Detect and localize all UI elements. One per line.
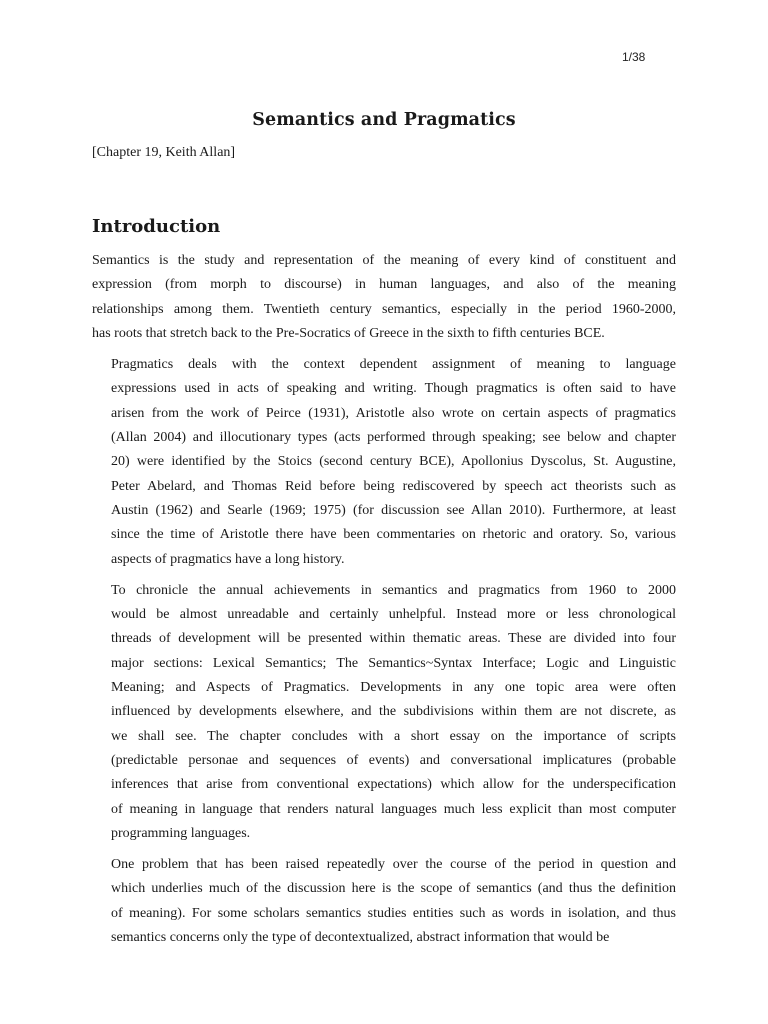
paragraph-line: relationships among them. Twentieth century semantics, especially in the period 1960-2000,	[92, 301, 676, 317]
paragraph-line: of meaning in language that renders natural languages much less explicit than most computer	[111, 801, 676, 817]
paragraph-line: which underlies much of the discussion here is the scope of semantics (and thus the definition	[111, 881, 676, 897]
paragraph-line: To chronicle the annual achievements in semantics and pragmatics from 1960 to 2000	[111, 582, 676, 598]
document-subtitle: [Chapter 19, Keith Allan]	[92, 145, 236, 160]
paragraph-line: (predictable personae and sequences of events) and conversational implicatures (probable	[111, 752, 676, 768]
paragraph-line: influenced by developments elsewhere, and the subdivisions within them are not discrete, as	[111, 704, 676, 720]
document-title: Semantics and Pragmatics	[252, 110, 516, 130]
paragraph	[92, 353, 676, 572]
paragraph-line: expression (from morph to discourse) in human languages, and also of the meaning	[92, 277, 676, 293]
paragraph-line: aspects of pragmatics have a long history.	[111, 551, 345, 567]
paragraph-line: we shall see. The chapter concludes with a short essay on the importance of scripts	[111, 728, 676, 744]
paragraph-line: Austin (1962) and Searle (1969; 1975) (for discussion see Allan 2010). Furthermore, at least	[111, 502, 676, 518]
paragraph-line: 20) were identified by the Stoics (second century BCE), Apollonius Dyscolus, St. Augustine,	[111, 454, 676, 470]
paragraph-line: Peter Abelard, and Thomas Reid before being rediscovered by speech act theorists such as	[111, 478, 676, 494]
paragraph-line: semantics concerns only the type of decontextualized, abstract information that would be	[111, 930, 610, 946]
paragraph-line: Meaning; and Aspects of Pragmatics. Developments in any one topic area were often	[111, 680, 676, 696]
paragraph-line: has roots that stretch back to the Pre-Socratics of Greece in the sixth to fifth centuries BCE.	[92, 325, 605, 341]
paragraph-line: of meaning). For some scholars semantics studies entities such as words in isolation, and thus	[111, 905, 676, 921]
paragraph-line: (Allan 2004) and illocutionary types (acts performed through speaking; see below and chapter	[111, 430, 676, 446]
section-heading: Introduction	[92, 216, 221, 237]
paragraph-line: inferences that arise from conventional expectations) which allow for the underspecification	[111, 777, 676, 793]
paragraph-line: expressions used in acts of speaking and writing. Though pragmatics is often said to have	[111, 381, 676, 397]
paragraph	[92, 853, 676, 950]
paragraph-line: would be almost unreadable and certainly unhelpful. Instead more or less chronological	[111, 607, 676, 623]
paragraph-line: since the time of Aristotle there have been commentaries on rhetoric and oratory. So, various	[111, 527, 676, 543]
paragraph-line: One problem that has been raised repeatedly over the course of the period in question and	[111, 857, 676, 873]
paragraph-line: arisen from the work of Peirce (1931), Aristotle also wrote on certain aspects of pragmatics	[111, 405, 676, 421]
paragraph	[92, 249, 676, 346]
body-text	[92, 249, 676, 957]
paragraph-line: major sections: Lexical Semantics; The Semantics~Syntax Interface; Logic and Linguistic	[111, 655, 676, 671]
paragraph	[92, 579, 676, 846]
paragraph-line: Semantics is the study and representation of the meaning of every kind of constituent and	[92, 253, 676, 268]
paragraph-line: threads of development will be presented within thematic areas. These are divided into four	[111, 631, 676, 647]
paragraph-line: Pragmatics deals with the context dependent assignment of meaning to language	[111, 357, 676, 373]
page-number: 1/38	[622, 50, 646, 64]
paragraph-line: programming languages.	[111, 825, 251, 841]
